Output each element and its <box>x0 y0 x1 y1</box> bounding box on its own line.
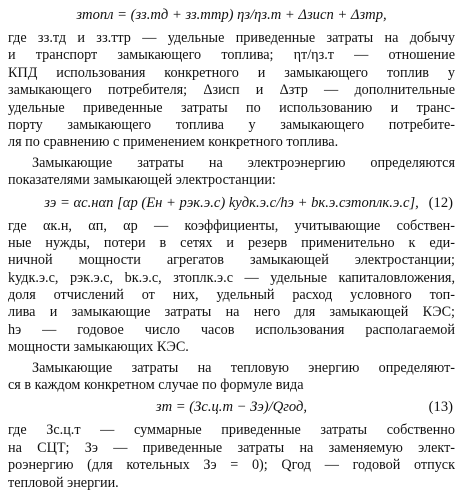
text-line: роэнергию (для котельных Зэ = 0); Qгод — годовой отпуск <box>8 457 455 474</box>
text-line: kудк.э.с, pэк.э.с, bк.э.с, зтоплк.э.с — удельные капиталовложения, <box>8 269 455 286</box>
text-line: где зз.тд и зз.ттр — удельные приведенные затраты на добычу <box>8 30 455 46</box>
text-line: показателями замыкающей электростанции: <box>8 172 276 189</box>
formula-number: (12) <box>428 194 453 211</box>
text-line: где Зс.ц.т — суммарные приведенные затраты собственно <box>8 422 455 439</box>
paragraph-fuel-cost-definitions <box>8 30 455 152</box>
text-line: лива и замыкающие затраты на него для замыкающей КЭС; <box>8 304 455 321</box>
text-line: ля по сравнению с применением конкретного топлива. <box>8 134 339 151</box>
text-line: и транспорт замыкающего топлива; ηт/ηз.т — отношение <box>8 47 455 64</box>
formula-number: (13) <box>428 399 453 416</box>
text-line: hэ — годовое число часов использования располагаемой <box>8 321 455 338</box>
paragraph-electricity-coefficients <box>8 218 455 357</box>
text-line: замыкающего потребителя; Δзисп и Δзтр — дополнительные <box>8 82 455 99</box>
formula-13 <box>8 397 455 418</box>
formula-closing-fuel-cost <box>8 5 455 26</box>
formula-12 <box>8 193 455 214</box>
formula-expression: зтопл = (зз.тд + зз.ттр) ηз/ηз.т + Δзисп + Δзтр, <box>76 7 387 23</box>
text-line: ся в каждом конкретном случае по формуле вида <box>8 377 304 394</box>
text-line: КПД использования конкретного и замыкающего топлив у <box>8 64 455 81</box>
text-line: ничной мощности агрегатов замыкающей электростанции; <box>8 252 455 269</box>
text-line: Замыкающие затраты на тепловую энергию определяют- <box>32 359 455 376</box>
text-line: порту замыкающего топлива у замыкающего потребите- <box>8 116 455 133</box>
formula-expression: зэ = αс.нαп [αр (Ен + pэк.э.с) kудк.э.с/hэ + bк.э.сзтоплк.э.с], <box>44 194 419 211</box>
text-line: удельные приведенные затраты по использованию и транс- <box>8 99 455 116</box>
paragraph-heat-definitions <box>8 422 455 492</box>
text-line: доля отчислений от них, удельный расход условного топ- <box>8 287 455 304</box>
text-line: где αк.н, αп, αр — коэффициенты, учитывающие собствен- <box>8 217 455 234</box>
formula-expression: зт = (Зс.ц.т − Зэ)/Qгод, <box>155 399 308 416</box>
paragraph-heat-intro <box>8 360 455 395</box>
text-line: тепловой энергии. <box>8 474 119 491</box>
text-line: мощности замыкающих КЭС. <box>8 339 189 356</box>
document-page <box>8 2 455 492</box>
paragraph-electricity-intro <box>8 155 455 190</box>
text-line: ные нужды, потери в сетях и резерв применительно к еди- <box>8 234 455 251</box>
text-line: на СЦТ; Зэ — приведенные затраты на заменяемую элект- <box>8 439 455 456</box>
text-line: Замыкающие затраты на электроэнергию определяются <box>32 154 455 171</box>
